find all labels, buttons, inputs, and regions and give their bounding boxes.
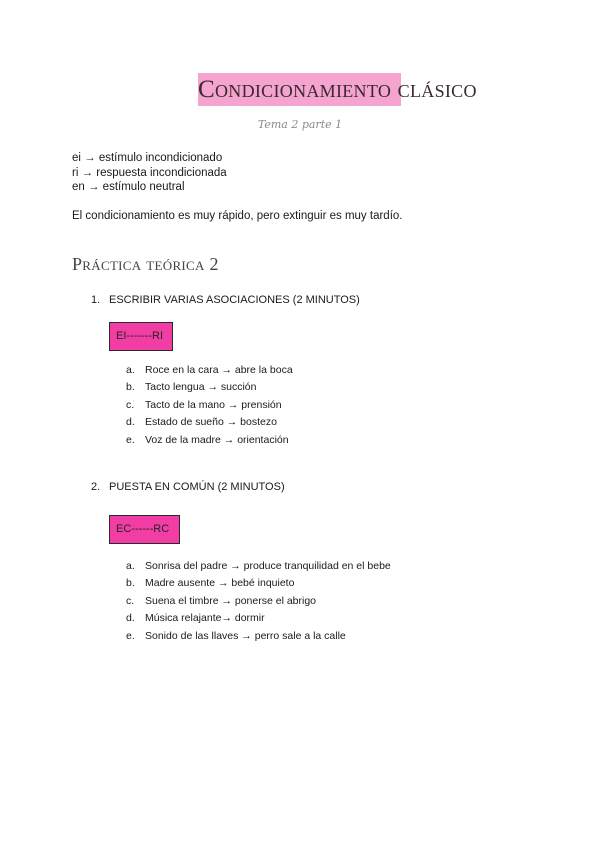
list-item: b. Tacto lengua → succión	[126, 381, 257, 394]
document-subtitle: Tema 2 parte 1	[257, 118, 343, 131]
item-title: PUESTA EN COMÚN (2 MINUTOS)	[109, 481, 285, 493]
list-item: e. Sonido de las llaves → perro sale a la calle	[126, 629, 346, 642]
definition-ri: ri → respuesta incondicionada	[72, 166, 227, 179]
sublist-2	[126, 558, 391, 645]
list-item: b. Madre ausente → bebé inquieto	[126, 577, 295, 590]
list-item: a. Sonrisa del padre → produce tranquilidad en el bebe	[126, 560, 391, 572]
section-heading: Práctica teórica 2	[72, 254, 219, 274]
association-box-ec-rc: EC------RC	[109, 515, 180, 544]
numbered-item-2	[91, 481, 285, 493]
list-item: a. Roce en la cara → abre la boca	[126, 364, 293, 376]
association-box-ei-ri: EI-------RI	[109, 322, 173, 351]
sublist-1	[126, 362, 293, 449]
list-item: d. Estado de sueño → bostezo	[126, 416, 277, 429]
item-number: 2.	[91, 481, 101, 493]
item-number: 1.	[91, 294, 101, 306]
document-title: Condicionamiento clásico	[198, 73, 401, 106]
list-item: e. Voz de la madre → orientación	[126, 433, 289, 446]
list-item: c. Tacto de la mano → prensión	[126, 398, 282, 411]
numbered-item-1	[91, 294, 360, 306]
statement-text: El condicionamiento es muy rápido, pero extinguir es muy tardío.	[72, 210, 403, 222]
definitions-list	[72, 151, 227, 195]
item-title: ESCRIBIR VARIAS ASOCIACIONES (2 MINUTOS)	[109, 294, 360, 306]
definition-en: en → estímulo neutral	[72, 181, 185, 193]
list-item: c. Suena el timbre → ponerse el abrigo	[126, 594, 317, 607]
list-item: d. Música relajante→ dormir	[126, 612, 265, 625]
definition-ei: ei → estímulo incondicionado	[72, 152, 223, 164]
